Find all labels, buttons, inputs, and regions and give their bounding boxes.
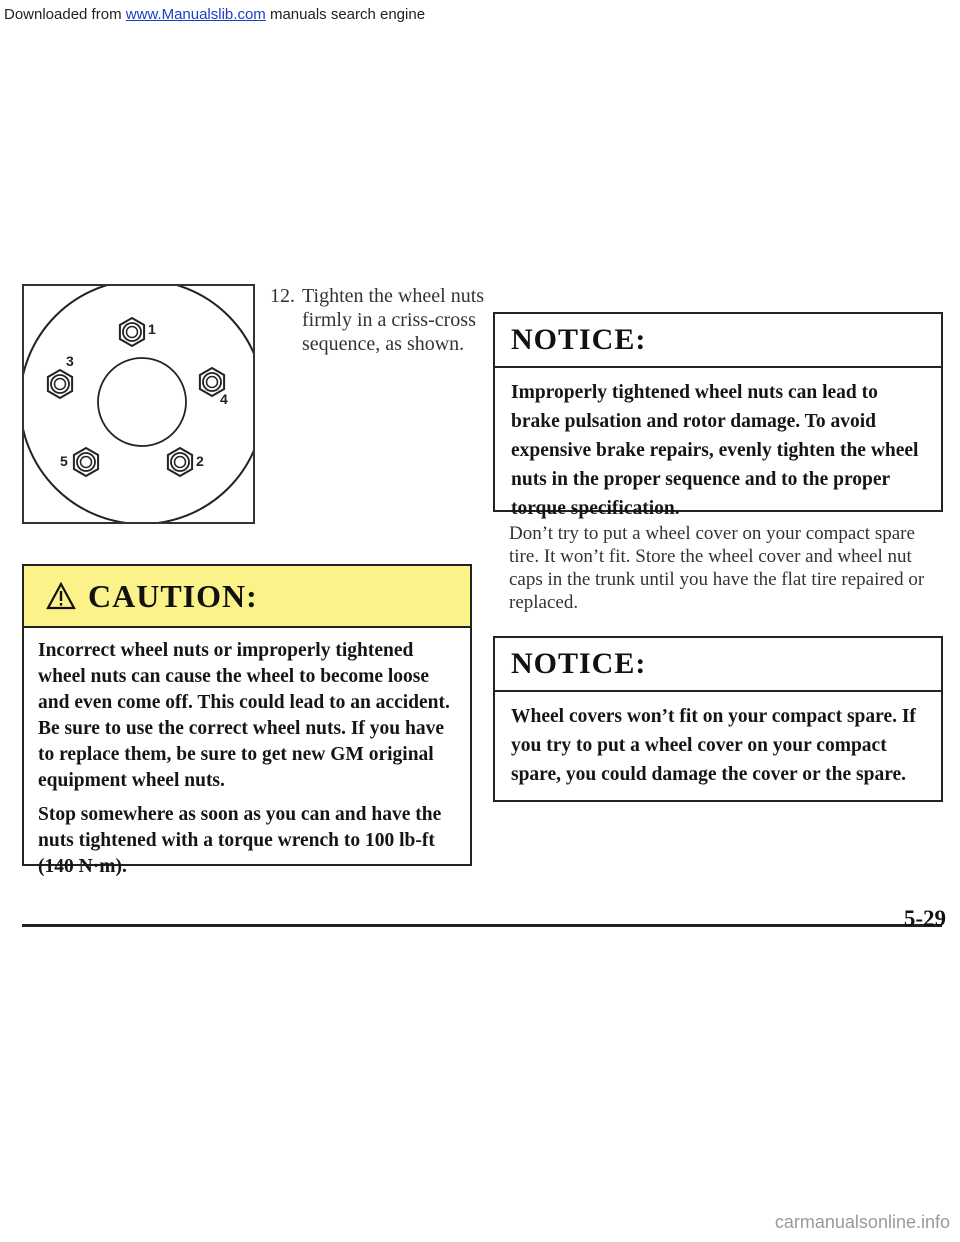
notice-body <box>495 692 941 789</box>
notice-text: Wheel covers won’t fit on your compact spare. If you try to put a wheel cover on your compact spare, you could damage the cover or the spare. <box>511 706 916 785</box>
banner-suffix: manuals search engine <box>265 6 426 23</box>
nut-label-4: 4 <box>220 391 228 407</box>
warning-triangle-icon <box>46 582 76 610</box>
notice-header <box>495 314 941 368</box>
notice-body <box>495 368 941 523</box>
wheel-nut-sequence-diagram <box>22 284 255 524</box>
step-12 <box>270 284 490 356</box>
caution-title: CAUTION: <box>88 577 258 614</box>
caution-paragraph: Stop somewhere as soon as you can and have the nuts tightened with a torque wrench to 100 lb-ft (140 N·m). <box>38 804 442 877</box>
step-number: 12. <box>270 285 295 307</box>
notice-title: NOTICE: <box>511 323 647 356</box>
notice-box-wheel-cover <box>493 636 943 802</box>
notice-text: Improperly tightened wheel nuts can lead to brake pulsation and rotor damage. To avoid expensive brake repairs, evenly tighten the wheel nuts in the proper sequence and to the proper torque specification. <box>511 382 919 519</box>
notice-title: NOTICE: <box>511 647 647 680</box>
manualslib-link[interactable]: www.Manualslib.com <box>125 6 266 23</box>
nut-label-1: 1 <box>148 321 156 337</box>
wheel-nut-5 <box>74 448 98 476</box>
caution-header <box>24 566 470 628</box>
nut-label-5: 5 <box>60 453 68 469</box>
wheel-cover-paragraph: Don’t try to put a wheel cover on your compact spare tire. It won’t fit. Store the wheel cover and wheel nut caps in the trunk until you have the flat tire repaired or replaced. <box>509 523 925 613</box>
step-text: Tighten the wheel nuts firmly in a criss-cross sequence, as shown. <box>302 285 485 355</box>
caution-box <box>22 564 472 877</box>
notice-box-brakes <box>493 312 943 519</box>
footer-watermark: carmanualsonline.info <box>774 1212 950 1232</box>
download-banner <box>0 0 960 30</box>
wheel-nut-3 <box>48 370 72 398</box>
banner-prefix: Downloaded from <box>4 6 126 23</box>
wheel-nut-1 <box>120 318 144 346</box>
footer-rule <box>22 924 942 927</box>
notice-header <box>495 638 941 692</box>
wheel-nut-2 <box>168 448 192 476</box>
caution-paragraph: Incorrect wheel nuts or improperly tightened wheel nuts can cause the wheel to become loose and even come off. This could lead to an accident. Be sure to use the correct wheel nuts. If you have to replace them, be sure to get new GM original equipment wheel nuts. <box>38 640 450 791</box>
nut-label-2: 2 <box>196 453 204 469</box>
nut-label-3: 3 <box>66 353 74 369</box>
wheel-nut-diagram-svg <box>24 286 253 522</box>
page-number: 5-29 <box>903 906 946 931</box>
caution-body <box>24 628 470 880</box>
